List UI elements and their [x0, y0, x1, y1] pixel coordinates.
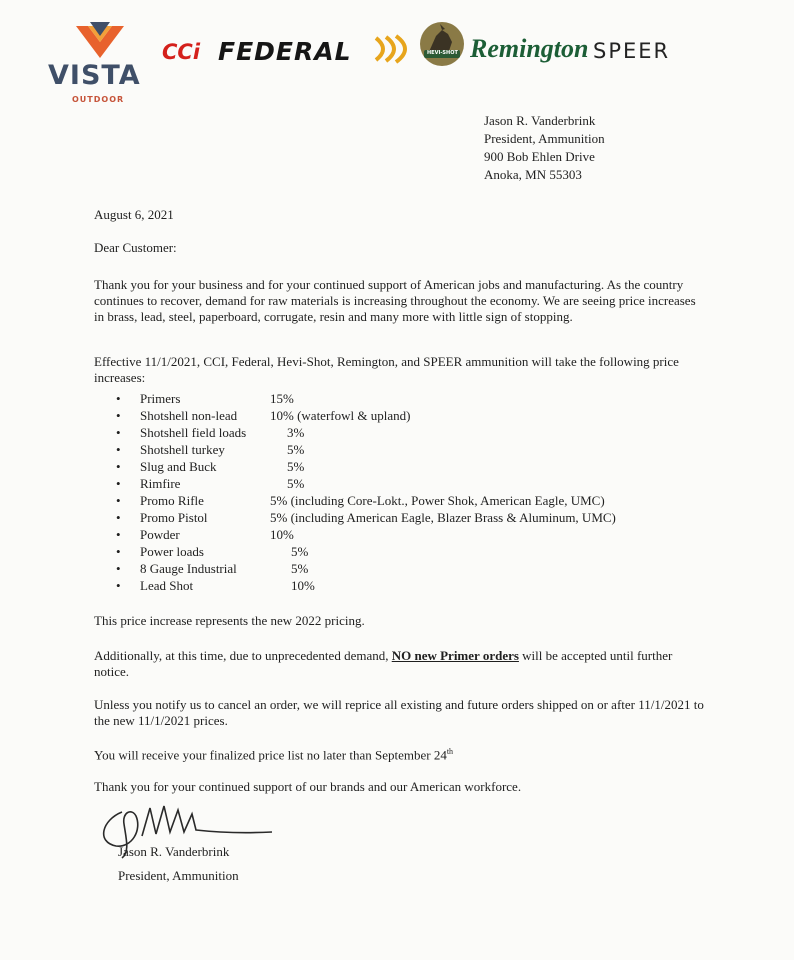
bullet-icon: •: [116, 561, 121, 576]
bullet-icon: •: [116, 408, 121, 423]
primer-notice-before: Additionally, at this time, due to unprecedented demand,: [94, 648, 389, 663]
bullet-icon: •: [116, 544, 121, 559]
primer-notice-after: will be accepted until further notice.: [94, 648, 673, 679]
price-row: [116, 475, 716, 492]
price-list-text: You will receive your finalized price list no later than September 24: [94, 747, 447, 763]
vista-mountain-icon: [74, 20, 126, 60]
price-item-name: Promo Pistol: [140, 510, 208, 525]
price-item-percent: 10%: [291, 578, 315, 593]
price-row: [116, 441, 716, 458]
price-item-percent: 5%: [287, 459, 305, 474]
price-item-percent: 5%: [287, 476, 305, 491]
sender-street: 900 Bob Ehlen Drive: [484, 149, 595, 164]
sender-name: Jason R. Vanderbrink: [484, 113, 596, 128]
bullet-icon: •: [116, 442, 121, 457]
price-item-percent: 15%: [270, 391, 294, 406]
remington-logo: Remington: [470, 34, 589, 63]
vista-outdoor-label: OUTDOOR: [72, 95, 125, 104]
price-item-percent: 3%: [287, 425, 305, 440]
price-item-name: Shotshell field loads: [140, 425, 247, 440]
paragraph-intro: Thank you for your business and for your continued support of American jobs and manufacturing. As the country continues to recover, demand for raw materials is increasing throughout the economy. We are seeing price increases in brass, lead, steel, paperboard, corrugate, resin and many more with little sign of stopping.: [94, 277, 696, 324]
price-row: [116, 577, 716, 594]
hevishot-badge: [418, 20, 466, 68]
signature-title: President, Ammunition: [118, 868, 239, 883]
federal-logo: FEDERAL: [218, 37, 352, 66]
price-item-name: Shotshell turkey: [140, 442, 225, 457]
sender-address-block: [484, 112, 605, 184]
bullet-icon: •: [116, 493, 121, 508]
hevishot-dog-icon: [418, 20, 466, 68]
letter-date: August 6, 2021: [94, 207, 174, 222]
bullet-icon: •: [116, 391, 121, 406]
paragraph-pricing: This price increase represents the new 2022 pricing.: [94, 613, 365, 628]
price-item-percent: 5% (including American Eagle, Blazer Brass & Aluminum, UMC): [270, 510, 616, 525]
signature-name: Jason R. Vanderbrink: [118, 844, 230, 859]
bullet-icon: •: [116, 425, 121, 440]
price-row: [116, 424, 716, 441]
speer-logo: SPEER: [593, 39, 671, 63]
price-item-name: Slug and Buck: [140, 459, 217, 474]
bullet-icon: •: [116, 459, 121, 474]
bullet-icon: •: [116, 527, 121, 542]
bullet-icon: •: [116, 578, 121, 593]
price-item-percent: 5% (including Core-Lokt., Power Shok, American Eagle, UMC): [270, 493, 605, 508]
price-increase-list: [116, 390, 716, 594]
vista-logo: VISTA: [48, 60, 141, 91]
paragraph-effective: Effective 11/1/2021, CCI, Federal, Hevi-Shot, Remington, and SPEER ammunition will take the following price increases:: [94, 354, 679, 385]
paragraph-primer-notice: [94, 648, 704, 680]
price-item-percent: 5%: [291, 544, 309, 559]
price-item-name: Power loads: [140, 544, 204, 559]
sender-title: President, Ammunition: [484, 131, 605, 146]
price-row: [116, 458, 716, 475]
price-item-name: Shotshell non-lead: [140, 408, 238, 423]
primer-notice-emphasis: NO new Primer orders: [391, 648, 519, 663]
price-item-name: Primers: [140, 391, 181, 406]
price-item-name: Lead Shot: [140, 578, 194, 593]
price-item-percent: 5%: [291, 561, 309, 576]
letter-greeting: Dear Customer:: [94, 240, 177, 255]
federal-swoosh-icon: [372, 34, 412, 64]
paragraph-reprice: Unless you notify us to cancel an order, we will reprice all existing and future orders shipped on or after 11/1/2021 to the new 11/1/2021 prices.: [94, 697, 704, 728]
price-item-name: Powder: [140, 527, 180, 542]
price-item-percent: 10% (waterfowl & upland): [270, 408, 411, 423]
cci-logo: CCi: [162, 40, 201, 64]
price-row: [116, 407, 716, 424]
price-item-name: Rimfire: [140, 476, 181, 491]
price-row: [116, 390, 716, 407]
price-item-name: 8 Gauge Industrial: [140, 561, 237, 576]
price-item-percent: 5%: [287, 442, 305, 457]
paragraph-price-list: [94, 744, 704, 763]
price-row: [116, 492, 716, 509]
hevishot-label: HEVI-SHOT: [427, 50, 458, 56]
price-item-name: Promo Rifle: [140, 493, 204, 508]
price-item-percent: 10%: [270, 527, 294, 542]
price-row: [116, 560, 716, 577]
bullet-icon: •: [116, 510, 121, 525]
paragraph-closing: Thank you for your continued support of our brands and our American workforce.: [94, 779, 522, 794]
price-row: [116, 543, 716, 560]
sender-city: Anoka, MN 55303: [484, 167, 582, 182]
price-row: [116, 526, 716, 543]
price-list-suffix: th: [446, 747, 454, 756]
price-row: [116, 509, 716, 526]
bullet-icon: •: [116, 476, 121, 491]
